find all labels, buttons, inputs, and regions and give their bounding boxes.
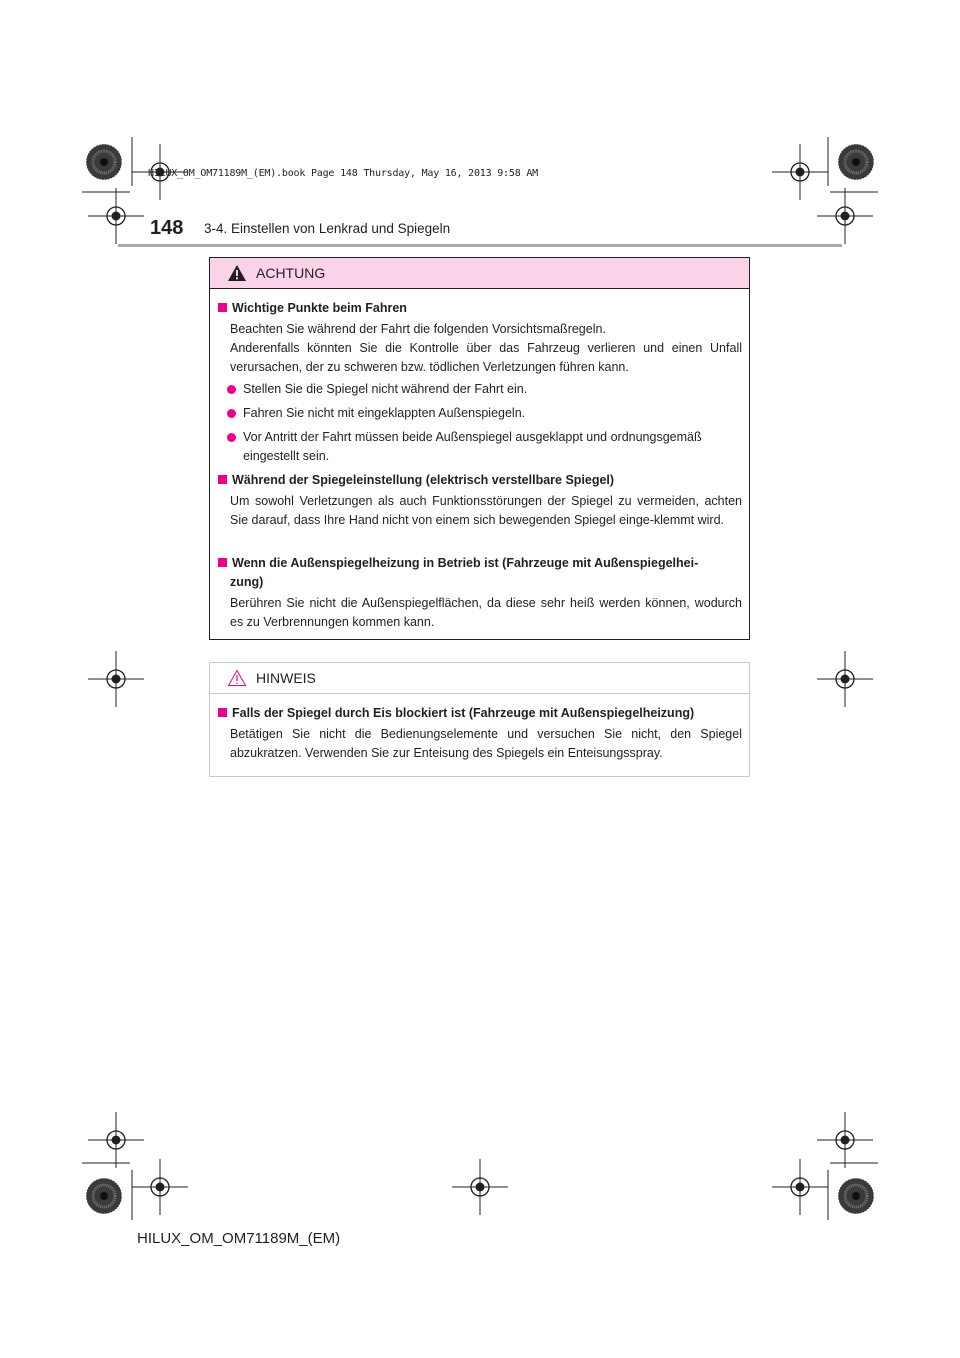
achtung-item-text: Berühren Sie nicht die Außenspiegelflächen, da diese sehr heiß werden können, wodurch es zu Verbrennungen kommen kann. <box>230 596 742 629</box>
achtung-item-heading: Während der Spiegeleinstellung (elektrisch verstellbare Spiegel) <box>218 471 614 490</box>
hinweis-header <box>210 663 749 694</box>
hinweis-notice-box <box>209 662 750 777</box>
section-title: 3-4. Einstellen von Lenkrad und Spiegeln <box>204 221 451 236</box>
round-bullet-icon <box>227 409 236 418</box>
achtung-item-heading: Wichtige Punkte beim Fahren <box>218 299 407 318</box>
round-bullet-icon <box>227 385 236 394</box>
square-bullet-icon <box>218 475 227 484</box>
achtung-item-text: Beachten Sie während der Fahrt die folgenden Vorsichtsmaßregeln. Anderenfalls könnten Sie die Kontrolle über das Fahrzeug verlieren und einen Unfall verursachen, der zu schweren bzw. tödlichen Verletzungen führen kann. <box>230 322 742 374</box>
achtung-bullet: Vor Antritt der Fahrt müssen beide Außenspiegel ausgeklappt und ordnungsgemäß eingestellt sein. <box>227 428 742 466</box>
hinweis-item-heading: Falls der Spiegel durch Eis blockiert ist (Fahrzeuge mit Außenspiegelheizung) <box>218 704 694 723</box>
header-divider <box>118 244 842 247</box>
square-bullet-icon <box>218 558 227 567</box>
hinweis-item-text: Betätigen Sie nicht die Bedienungselemente und versuchen Sie nicht, den Spiegel abzukratzen. Verwenden Sie zur Enteisung des Spiegels ein Enteisungsspray. <box>230 727 742 760</box>
achtung-title: ACHTUNG <box>256 265 326 281</box>
warning-triangle-outline-icon <box>227 669 247 687</box>
warning-triangle-icon <box>227 264 247 282</box>
achtung-item-heading: Wenn die Außenspiegelheizung in Betrieb ist (Fahrzeuge mit Außenspiegelhei- zung) <box>218 554 698 592</box>
achtung-bullet: Stellen Sie die Spiegel nicht während der Fahrt ein. <box>227 380 742 399</box>
round-bullet-icon <box>227 433 236 442</box>
page-number: 148 <box>150 217 184 239</box>
achtung-bullet: Fahren Sie nicht mit eingeklappten Außenspiegeln. <box>227 404 742 423</box>
document-footer-code: HILUX_OM_OM71189M_(EM) <box>137 1230 341 1247</box>
achtung-header <box>210 258 749 289</box>
square-bullet-icon <box>218 303 227 312</box>
hinweis-title: HINWEIS <box>256 670 316 686</box>
square-bullet-icon <box>218 708 227 717</box>
book-file-header: HILUX_OM_OM71189M_(EM).book Page 148 Thursday, May 16, 2013 9:58 AM <box>148 168 538 179</box>
achtung-item-text: Um sowohl Verletzungen als auch Funktionsstörungen der Spiegel zu vermeiden, achten Sie darauf, dass Ihre Hand nicht von einem sich bewegenden Spiegel einge-klemmt wird. <box>230 494 742 527</box>
achtung-warning-box <box>209 257 750 640</box>
